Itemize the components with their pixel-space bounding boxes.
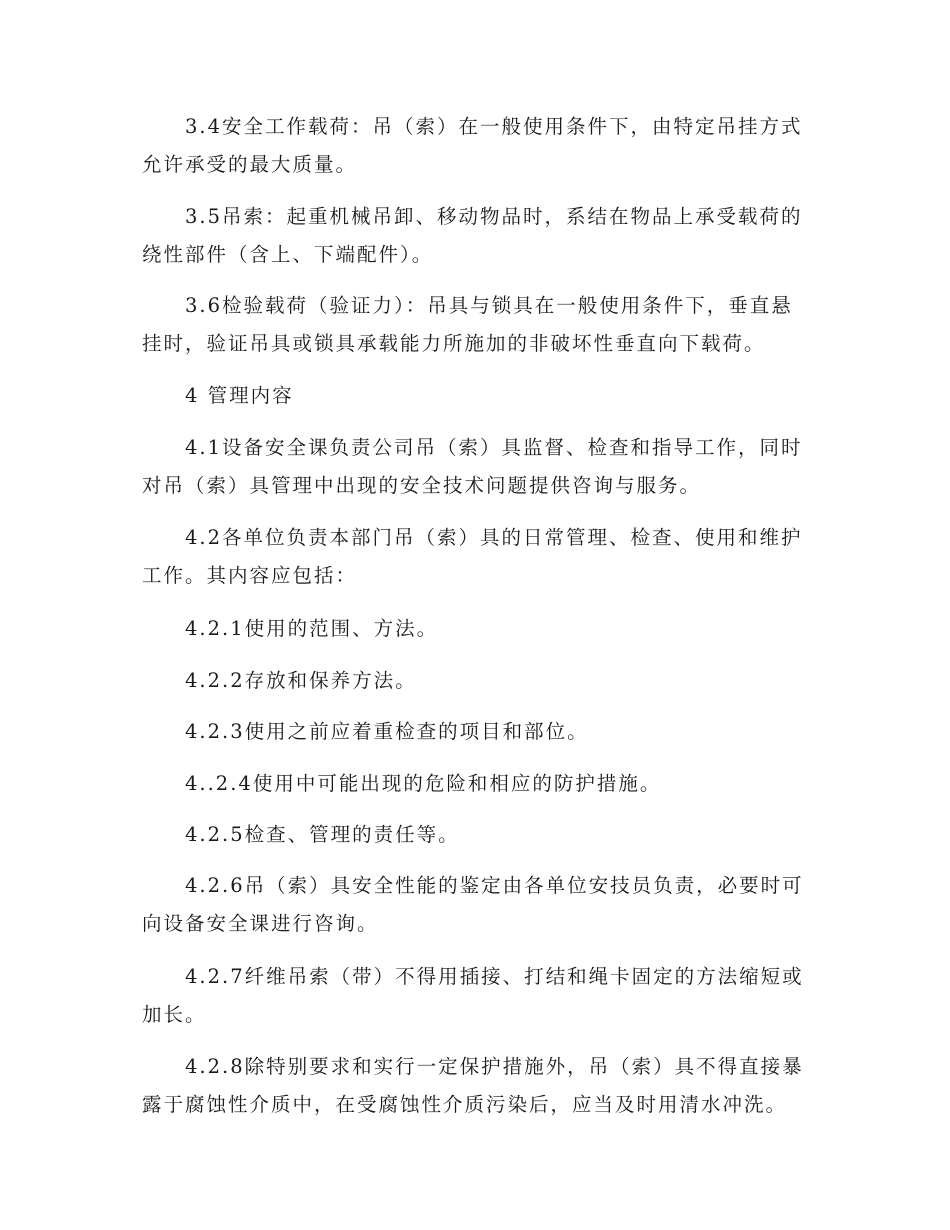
paragraph-4-2-6 — [142, 867, 812, 943]
paragraph-line: 3.4安全工作载荷：吊（索）在一般使用条件下，由特定吊挂方式 — [185, 115, 803, 138]
paragraph-line: 4.2.2存放和保养方法。 — [185, 669, 417, 692]
paragraph-line: 4.2.6吊（索）具安全性能的鉴定由各单位安技员负责，必要时可 — [185, 874, 804, 897]
paragraph-4-1 — [142, 429, 812, 505]
section-heading-text: 4 管理内容 — [185, 384, 294, 407]
paragraph-line: 加长。 — [142, 1003, 207, 1026]
section-heading-4 — [142, 377, 812, 415]
paragraph-4-2-5 — [142, 816, 812, 854]
paragraph-line: 工作。其内容应包括： — [142, 564, 358, 587]
paragraph-line: 4.2.5检查、管理的责任等。 — [185, 823, 460, 846]
paragraph-line: 4.2各单位负责本部门吊（索）具的日常管理、检查、使用和维护 — [185, 526, 803, 549]
paragraph-4-2 — [142, 519, 812, 595]
paragraph-line: 3.6检验载荷（验证力）：吊具与锁具在一般使用条件下，垂直悬 — [185, 294, 793, 317]
paragraph-4-2-8 — [142, 1048, 812, 1124]
paragraph-3-6 — [142, 287, 812, 363]
paragraph-line: 4.2.7纤维吊索（带）不得用插接、打结和绳卡固定的方法缩短或 — [185, 965, 804, 988]
paragraph-line: 4.2.1使用的范围、方法。 — [185, 617, 439, 640]
paragraph-4-2-1 — [142, 610, 812, 648]
paragraph-line: 4.2.8除特别要求和实行一定保护措施外，吊（索）具不得直接暴 — [185, 1055, 804, 1078]
paragraph-line: 4..2.4使用中可能出现的危险和相应的防护措施。 — [185, 772, 662, 795]
paragraph-4-2-3 — [142, 713, 812, 751]
paragraph-line: 4.2.3使用之前应着重检查的项目和部位。 — [185, 720, 589, 743]
paragraph-line: 4.1设备安全课负责公司吊（索）具监督、检查和指导工作，同时 — [185, 436, 803, 459]
paragraph-line: 露于腐蚀性介质中，在受腐蚀性介质污染后，应当及时用清水冲洗。 — [142, 1093, 788, 1116]
paragraph-4-2-2 — [142, 662, 812, 700]
paragraph-line: 允许承受的最大质量。 — [142, 153, 358, 176]
paragraph-line: 向设备安全课进行咨询。 — [142, 912, 379, 935]
paragraph-4-2-4 — [142, 765, 812, 803]
paragraph-4-2-7 — [142, 958, 812, 1034]
paragraph-line: 对吊（索）具管理中出现的安全技术问题提供咨询与服务。 — [142, 474, 702, 497]
paragraph-line: 3.5吊索：起重机械吊卸、移动物品时，系结在物品上承受载荷的 — [185, 205, 803, 228]
paragraph-line: 绕性部件（含上、下端配件）。 — [142, 243, 434, 266]
paragraph-3-4 — [142, 108, 812, 184]
paragraph-3-5 — [142, 198, 812, 274]
paragraph-line: 挂时，验证吊具或锁具承载能力所施加的非破坏性垂直向下载荷。 — [142, 332, 766, 355]
